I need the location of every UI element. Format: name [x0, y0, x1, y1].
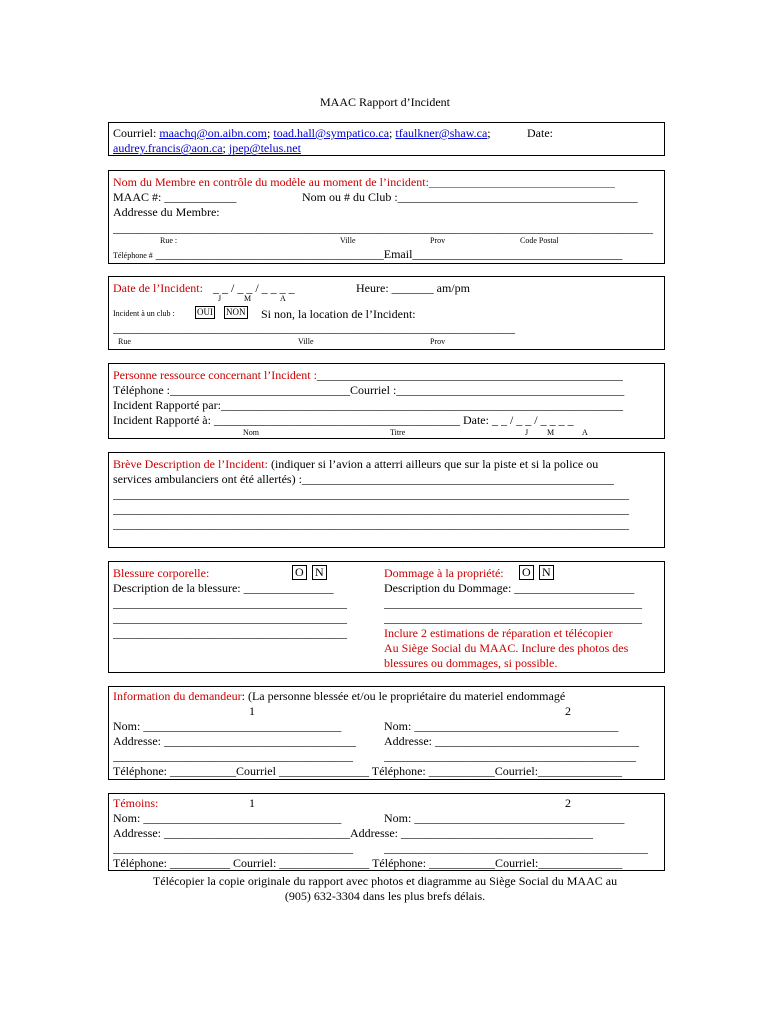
rep-sub-a: A — [582, 428, 588, 437]
requester-address-1b[interactable]: ________________________________________ — [113, 749, 353, 763]
contact-row-1 — [113, 126, 491, 140]
requester-address-2b[interactable]: __________________________________________ — [384, 749, 636, 763]
incident-location-label: Si non, la location de l’Incident: — [261, 307, 416, 321]
injury-description-field[interactable]: Description de la blessure: _______________ — [113, 581, 334, 595]
damage-line-2[interactable]: ___________________________________________ — [384, 611, 642, 625]
separator: ; — [267, 126, 271, 140]
requester-col-2: 2 — [565, 704, 571, 718]
rep-sub-titre: Titre — [390, 428, 406, 437]
injury-line-3[interactable]: _______________________________________ — [113, 626, 347, 640]
sub-label-code-postal: Code Postal — [520, 236, 559, 245]
damage-no-checkbox[interactable]: N — [539, 565, 554, 580]
non-checkbox[interactable]: NON — [226, 307, 246, 317]
description-heading: Brève Description de l’Incident: — [113, 457, 268, 471]
date-label: Date: — [527, 126, 553, 140]
damage-note-2: Au Siège Social du MAAC. Inclure des photos des — [384, 641, 629, 655]
witness-phone-email-row[interactable]: Téléphone: __________ Courriel: _______________ Téléphone: ___________Courriel:______________ — [113, 856, 623, 870]
contact-person-phone-field[interactable]: Téléphone :______________________________Courriel :______________________________________ — [113, 383, 625, 397]
email-link-3[interactable]: tfaulkner@shaw.ca — [395, 126, 488, 140]
witness-address-1b[interactable]: ________________________________________ — [113, 841, 353, 855]
date-sub-a: A — [280, 294, 286, 303]
date-sub-j: J — [218, 294, 222, 303]
injury-heading: Blessure corporelle: — [113, 566, 210, 580]
loc-sub-ville: Ville — [298, 337, 314, 346]
member-address-field[interactable]: __________________________________________________________________________________________ — [113, 221, 653, 235]
separator: ; — [389, 126, 393, 140]
incident-club-label: Incident à un club : — [113, 309, 175, 318]
contact-row-2 — [113, 141, 301, 155]
page-title: MAAC Rapport d’Incident — [320, 95, 450, 109]
requester-address-2[interactable]: Addresse: __________________________________ — [384, 734, 639, 748]
requester-name-2[interactable]: Nom: __________________________________ — [384, 719, 619, 733]
witness-col-1: 1 — [249, 796, 255, 810]
requester-heading: Information du demandeur — [113, 689, 242, 703]
separator: ; — [222, 141, 226, 155]
sub-label-rue: Rue : — [160, 236, 178, 245]
email-link-2[interactable]: toad.hall@sympatico.ca — [273, 126, 390, 140]
incident-date-label: Date de l’Incident: — [113, 281, 203, 295]
requester-col-1: 1 — [249, 704, 255, 718]
contact-person-field[interactable]: ___________________________________________________ — [316, 368, 623, 382]
email-link-1[interactable]: maachq@on.aibn.com — [159, 126, 268, 140]
injury-yes-checkbox[interactable]: O — [292, 565, 307, 580]
witness-address-2b[interactable]: ____________________________________________ — [384, 841, 648, 855]
club-field[interactable]: Nom ou # du Club :________________________________________ — [302, 190, 638, 204]
maac-number-field[interactable]: MAAC #: ____________ — [113, 190, 237, 204]
requester-address-1[interactable]: Addresse: ________________________________ — [113, 734, 356, 748]
loc-sub-prov: Prov — [430, 337, 446, 346]
rep-sub-j: J — [525, 428, 529, 437]
damage-line-1[interactable]: ___________________________________________ — [384, 596, 642, 610]
loc-sub-rue: Rue — [118, 337, 131, 346]
separator: ; — [487, 126, 491, 140]
reported-by-field[interactable]: Incident Rapporté par:___________________________________________________________________ — [113, 398, 623, 412]
witness-col-2: 2 — [565, 796, 571, 810]
description-instructions: (indiquer si l’avion a atterri ailleurs que sur la piste et si la police ou — [267, 457, 599, 471]
sub-label-ville: Ville — [340, 236, 356, 245]
footer-line-1: Télécopier la copie originale du rapport avec photos et diagramme au Siège Social du MAAC au — [152, 874, 618, 888]
oui-checkbox[interactable]: OUI — [197, 307, 213, 317]
witnesses-heading: Témoins: — [113, 796, 159, 810]
witness-name-2[interactable]: Nom: ___________________________________ — [384, 811, 625, 825]
description-line-4[interactable]: ______________________________________________________________________________________ — [113, 517, 629, 531]
damage-note-1: Inclure 2 estimations de réparation et télécopier — [384, 626, 613, 640]
requester-phone-email-row[interactable]: Téléphone: ___________Courriel _______________ Téléphone: ___________Courriel:______________ — [113, 764, 623, 778]
description-line-1[interactable]: services ambulanciers ont été allertés) :____________________________________________________ — [113, 472, 614, 486]
witness-address-row[interactable]: Addresse: _______________________________Addresse: ________________________________ — [113, 826, 593, 840]
damage-yes-checkbox[interactable]: O — [519, 565, 534, 580]
description-line-2[interactable]: ______________________________________________________________________________________ — [113, 487, 629, 501]
incident-date-field[interactable]: _ _ / _ _ / _ _ _ _ — [213, 281, 295, 295]
sub-label-prov: Prov — [430, 236, 446, 245]
witness-name-1[interactable]: Nom: _________________________________ — [113, 811, 342, 825]
member-phone-label: Téléphone # — [113, 251, 153, 260]
injury-line-2[interactable]: _______________________________________ — [113, 611, 347, 625]
reported-to-field[interactable]: Incident Rapporté à: _________________________________________ Date: _ _ / _ _ / _ _ _ _ — [113, 413, 574, 427]
contact-label: Courriel: — [113, 126, 157, 140]
member-phone-email-field[interactable]: ______________________________________Email___________________________________ — [155, 247, 623, 261]
contact-person-heading: Personne ressource concernant l’Incident : — [113, 368, 317, 382]
date-sub-m: M — [244, 294, 252, 303]
rep-sub-m: M — [547, 428, 555, 437]
member-address-label: Addresse du Membre: — [113, 205, 220, 219]
damage-description-field[interactable]: Description du Dommage: ____________________ — [384, 581, 635, 595]
requester-name-1[interactable]: Nom: _________________________________ — [113, 719, 342, 733]
email-link-5[interactable]: jpep@telus.net — [228, 141, 301, 155]
injury-line-1[interactable]: _______________________________________ — [113, 596, 347, 610]
email-link-4[interactable]: audrey.francis@aon.ca — [113, 141, 223, 155]
member-heading: Nom du Membre en contrôle du modèle au moment de l’incident:_______________________________ — [113, 175, 615, 189]
description-line-3[interactable]: ______________________________________________________________________________________ — [113, 502, 629, 516]
damage-heading: Dommage à la propriété: — [384, 566, 504, 580]
incident-time-field[interactable]: Heure: _______ am/pm — [356, 281, 470, 295]
footer-line-2: (905) 632-3304 dans les plus brefs délais. — [284, 889, 486, 903]
requester-instructions: : (La personne blessée et/ou le propriétaire du materiel endommagé — [241, 689, 566, 703]
rep-sub-nom: Nom — [243, 428, 259, 437]
injury-no-checkbox[interactable]: N — [312, 565, 327, 580]
damage-note-3: blessures ou dommages, si possible. — [384, 656, 558, 670]
incident-location-field[interactable]: ___________________________________________________________________ — [113, 321, 515, 335]
